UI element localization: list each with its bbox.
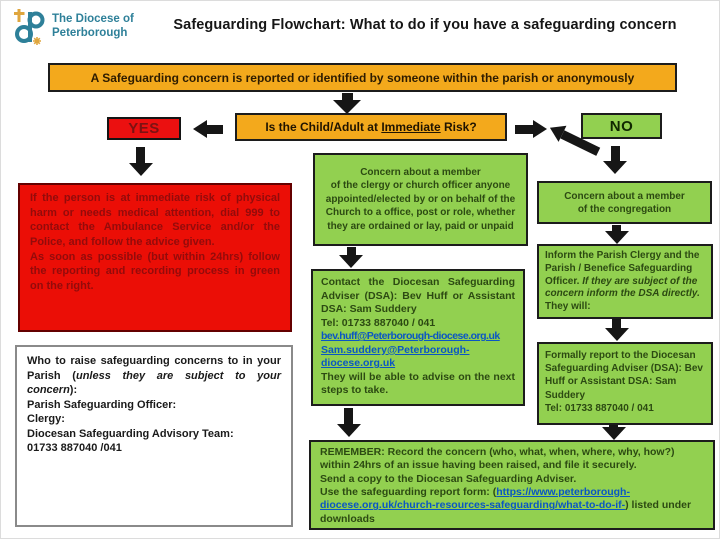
arrow-down-inform-to-report: [604, 319, 629, 341]
dsat-label: Diocesan Safeguarding Advisory Team:: [27, 427, 234, 440]
arrow-down-yes-to-risk: [127, 147, 154, 176]
contact-dsa-tail: They will be able to advise on the next steps to take.: [321, 370, 515, 397]
concern-reported-box: [48, 63, 677, 92]
contact-dsa-text: Contact the Diocesan Safeguarding Adviser (DSA): Bev Huff or Assistant DSA: Sam Suddery: [321, 276, 515, 316]
arrow-down-report-to-remember: [601, 425, 626, 440]
contact-dsa-tel: Tel: 01733 887040 / 041: [321, 316, 436, 329]
remember-box: [309, 440, 715, 530]
who-to-raise-text: Who to raise safeguarding concerns to in your Parish (unless they are subject to your concern):: [27, 355, 281, 397]
diocese-logo: [13, 7, 134, 47]
email-link-bev-huff[interactable]: bev.huff@Peterborough-diocese.org.uk: [321, 330, 500, 343]
logo-text-line2: Peterborough: [52, 27, 128, 39]
report-form-link[interactable]: https://www.peterborough-diocese.org.uk/church-resources-safeguarding/what-to-do-if-: [320, 485, 630, 512]
no-box: [581, 113, 662, 139]
underlined-immediate: Immediate: [381, 120, 441, 134]
remember-line3: Send a copy to the Diocesan Safeguarding Adviser.: [320, 472, 577, 485]
inform-italic-text: If they are subject of the concern inform the DSA directly.: [545, 275, 700, 300]
no-label: NO: [609, 117, 634, 135]
yes-label: YES: [128, 120, 160, 137]
immediate-risk-question-box: [235, 113, 507, 141]
clergy-concern-text: Concern about a member of the clergy or church officer anyone appointed/elected by or on behalf of the Church to a office, post or role, whether they are ordained or lay, paid or unpaid: [325, 167, 516, 232]
logo-text-line1: The Diocese of: [52, 13, 134, 26]
congregation-concern-text: Concern about a member of the congregation: [564, 190, 685, 215]
immediate-risk-question-text: Is the Child/Adult at Immediate Risk?: [265, 120, 477, 134]
yes-box: [107, 117, 181, 140]
who-italic-text: unless they are subject to your concern: [27, 369, 281, 397]
arrow-down-no-to-congregation: [602, 146, 628, 174]
arrow-down-congregation-to-inform: [604, 225, 629, 244]
risk-paragraph-1: If the person is at immediate risk of physical harm or needs medical attention, dial 999 to contact the Ambulance Service and/or the Police, and follow the advice given.: [30, 192, 280, 248]
formally-report-tel: Tel: 01733 887040 / 041: [545, 402, 654, 414]
inform-parish-clergy-box: [537, 244, 713, 319]
contact-dsa-box: [311, 269, 525, 406]
arrow-left-to-yes: [193, 120, 223, 138]
formally-report-text: Formally report to the Diocesan Safeguarding Adviser (DSA): Bev Huff or Assistant DSA: Sam Suddery: [545, 350, 703, 401]
remember-line1: REMEMBER: Record the concern (who, what, when, where, why, how?): [320, 446, 675, 458]
arrow-right-to-no: [515, 120, 547, 138]
who-to-raise-box: [15, 345, 293, 527]
immediate-risk-instructions-box: [18, 183, 292, 332]
arrow-down-contact-to-remember: [335, 408, 362, 437]
inform-parish-clergy-text: Inform the Parish Clergy and the Parish / Benefice Safeguarding Officer. If they are subject of the concern inform the DSA directly. They will:: [545, 250, 700, 313]
diocese-logo-icon: [13, 7, 47, 47]
parish-safeguarding-officer-label: Parish Safeguarding Officer:: [27, 398, 177, 411]
clergy-concern-box: [313, 153, 528, 246]
email-link-sam-suddery[interactable]: Sam.suddery@Peterborough-diocese.org.uk: [321, 343, 470, 370]
formally-report-box: [537, 342, 713, 425]
clergy-label: Clergy:: [27, 413, 65, 426]
page-title: Safeguarding Flowchart: What to do if you have a safeguarding concern: [173, 17, 677, 33]
remember-line4: Use the safeguarding report form: (https://www.peterborough-diocese.org.uk/church-resources-safeguarding/what-to-do-if-) listed under downloads: [320, 485, 692, 525]
risk-paragraph-2: As soon as possible (but within 24hrs) follow the reporting and recording process in green on the right.: [30, 250, 280, 292]
diocese-logo-text: [52, 13, 134, 40]
dsat-phone: 01733 887040 /041: [27, 442, 122, 455]
remember-line2: within 24hrs of an issue having been raised, and file it securely.: [320, 459, 637, 472]
concern-reported-text: A Safeguarding concern is reported or identified by someone within the parish or anonymously: [90, 70, 635, 85]
congregation-concern-box: [537, 181, 712, 224]
arrow-down-clergy-to-contact: [338, 247, 364, 268]
arrow-down-report-to-question: [332, 93, 362, 114]
